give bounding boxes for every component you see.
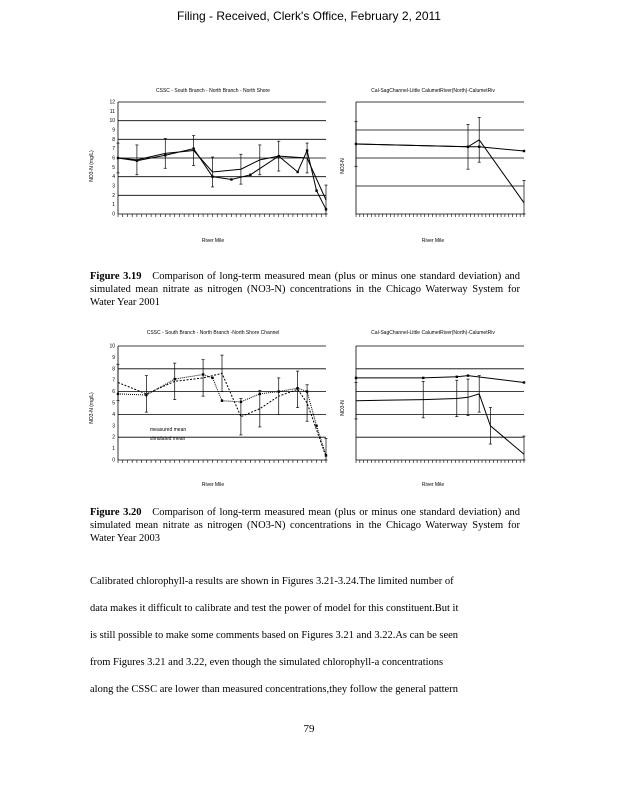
y-axis-label: NO3-N (mg/L) (89, 150, 95, 182)
data-point (523, 150, 525, 152)
chart-title: CSSC - South Branch - North Branch -North Shore Channel (146, 330, 280, 336)
y-tick-label: 7 (112, 377, 115, 384)
figure-label: Figure 3.20 (90, 507, 142, 518)
series-line (356, 376, 524, 383)
data-point (296, 171, 298, 173)
page-header: Filing - Received, Clerk's Office, February 2, 2011 (177, 9, 441, 23)
figure-3-19-left-chart (88, 86, 333, 246)
legend-measured: measured mean (150, 427, 187, 433)
y-tick-label: 1 (112, 446, 115, 453)
figure-3-20-caption (90, 506, 520, 545)
figure-3-20-right-chart (338, 328, 528, 490)
data-point (278, 155, 280, 157)
y-tick-label: 7 (112, 146, 115, 153)
data-point (259, 393, 261, 395)
data-point (478, 146, 480, 148)
data-point (221, 400, 223, 402)
y-tick-label: 11 (109, 108, 115, 115)
data-point (467, 374, 469, 376)
data-point (315, 425, 317, 427)
data-point (240, 401, 242, 403)
data-point (467, 146, 469, 148)
paragraph-line: from Figures 3.21 and 3.22, even though the simulated chlorophyll-a concentrations (90, 657, 444, 668)
y-tick-label: 5 (112, 400, 115, 407)
y-tick-label: 3 (112, 183, 115, 190)
data-point (230, 178, 232, 180)
y-tick-label: 9 (112, 354, 115, 361)
y-tick-label: 2 (112, 192, 115, 199)
data-point (325, 454, 327, 456)
paragraph-line: data makes it difficult to calibrate and test the power of model for this constituent.But it (90, 603, 459, 614)
data-point (523, 381, 525, 383)
y-tick-label: 1 (112, 202, 115, 209)
data-point (117, 157, 119, 159)
y-tick-label: 6 (112, 155, 115, 162)
x-axis-label: River Mile (201, 482, 225, 488)
data-point (278, 390, 280, 392)
data-point (136, 160, 138, 162)
data-point (117, 393, 119, 395)
series-line (356, 140, 524, 203)
x-axis-label: River Mile (201, 238, 225, 244)
y-tick-label: 9 (112, 127, 115, 134)
data-point (355, 143, 357, 145)
page-number: 79 (303, 723, 315, 735)
y-tick-label: 8 (112, 136, 115, 143)
figure-3-20-left-chart (88, 328, 333, 490)
paragraph-line: along the CSSC are lower than measured concentrations,they follow the general pattern (90, 684, 458, 695)
x-axis-label: River Mile (421, 482, 445, 488)
y-tick-label: 0 (112, 457, 115, 464)
data-point (249, 174, 251, 176)
figure-label: Figure 3.19 (90, 271, 142, 282)
x-axis-label: River Mile (421, 238, 445, 244)
data-point (306, 149, 308, 151)
data-point (315, 189, 317, 191)
y-axis-label: NO3-N (mg/L) (89, 392, 95, 424)
plot-area (355, 346, 526, 463)
data-point (355, 377, 357, 379)
plot-area (109, 344, 327, 464)
y-tick-label: 12 (109, 99, 115, 106)
series-line (356, 394, 524, 454)
figure-3-19-caption (90, 270, 520, 309)
data-point (164, 154, 166, 156)
data-point (145, 394, 147, 396)
y-tick-label: 4 (112, 411, 115, 418)
data-point (422, 377, 424, 379)
y-tick-label: 10 (109, 343, 115, 350)
y-tick-label: 6 (112, 389, 115, 396)
y-tick-label: 2 (112, 434, 115, 441)
y-tick-label: 10 (109, 118, 115, 125)
paragraph-line: Calibrated chlorophyll-a results are shown in Figures 3.21-3.24.The limited number of (90, 576, 454, 587)
data-point (174, 378, 176, 380)
body-paragraph (90, 576, 520, 711)
chart-title: Cal-SagChannel-Little CalumetRiver(North)-CalumetRiv (371, 88, 495, 94)
y-tick-label: 4 (112, 174, 115, 181)
series-line (356, 144, 524, 151)
y-axis-label: NO3-N (340, 400, 346, 416)
y-tick-label: 3 (112, 423, 115, 430)
paragraph-line: is still possible to make some comments based on Figures 3.21 and 3.22.As can be seen (90, 630, 459, 641)
figure-3-19-right-chart (338, 86, 528, 246)
data-point (456, 376, 458, 378)
data-point (211, 175, 213, 177)
y-tick-label: 0 (112, 211, 115, 218)
y-axis-label: NO3-N (340, 158, 346, 174)
data-point (325, 208, 327, 210)
data-point (296, 387, 298, 389)
legend-simulated: simulated mean (150, 436, 186, 442)
data-point (211, 377, 213, 379)
data-point (306, 390, 308, 392)
chart-title: Cal-SagChannel-Little CalumetRiver(North)-CalumetRiv (371, 330, 495, 336)
caption-text: Comparison of long-term measured mean (plus or minus one standard deviation) and simulated mean nitrate as nitrogen (NO3-N) concentrations in the Chicago Waterway System for Water Year 2001 (90, 271, 520, 308)
chart-title: CSSC - South Branch - North Branch - North Shore (156, 88, 270, 94)
plot-area (355, 102, 526, 217)
caption-text: Comparison of long-term measured mean (plus or minus one standard deviation) and simulated mean nitrate as nitrogen (NO3-N) concentrations in the Chicago Waterway System for Water Year 2003 (90, 507, 520, 544)
y-tick-label: 8 (112, 366, 115, 373)
data-point (202, 373, 204, 375)
y-tick-label: 5 (112, 164, 115, 171)
data-point (192, 147, 194, 149)
plot-area (109, 100, 327, 218)
